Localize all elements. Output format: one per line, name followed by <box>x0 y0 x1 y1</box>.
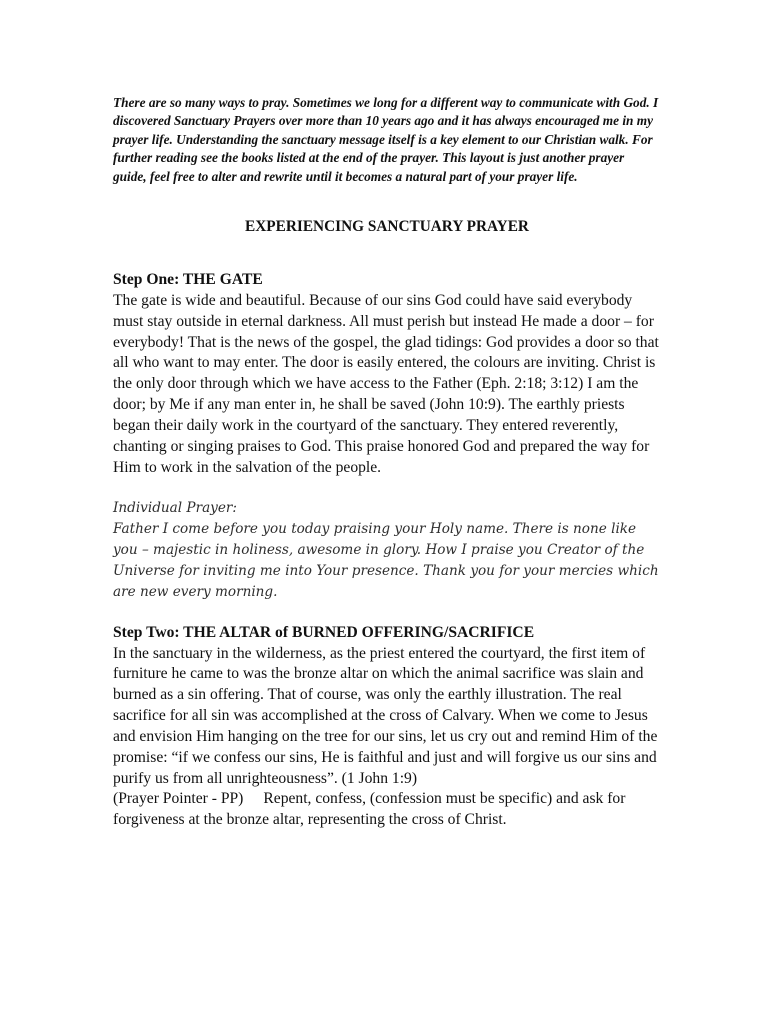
prayer-pointer-label: (Prayer Pointer - PP) <box>113 790 244 808</box>
individual-prayer <box>113 498 661 602</box>
step-two-body: In the sanctuary in the wilderness, as the priest entered the courtyard, the first item of furniture he came to was the bronze altar on which the animal sacrifice was slain and burned as a sin offering. That of course, was only the earthly illustration. The real sacrifice for all sin was accomplished at the cross of Calvary. When we come to Jesus and envision Him hanging on the tree for our sins, let us cry out and remind Him of the promise: “if we confess our sins, He is faithful and just and will forgive us our sins and purify us from all unrighteousness”. (1 John 1:9) <box>113 644 658 787</box>
intro-paragraph: There are so many ways to pray. Sometimes we long for a different way to communicate with God. I discovered Sanctuary Prayers over more than 10 years ago and it has always encouraged me in my prayer life. Understanding the sanctuary message itself is a key element to our Christian walk. For further reading see the books listed at the end of the prayer. This layout is just another prayer guide, feel free to alter and rewrite until it becomes a natural part of your prayer life. <box>113 95 659 184</box>
step-one-section <box>113 270 661 478</box>
step-one-heading: Step One: THE GATE <box>113 271 263 289</box>
individual-prayer-text: Father I come before you today praising your Holy name. There is none like you – majestic in holiness, awesome in glory. How I praise you Creator of the Universe for inviting me into Your presence. Thank you for your mercies which are new every morning. <box>113 521 659 600</box>
step-one-body: The gate is wide and beautiful. Because of our sins God could have said everybody must stay outside in eternal darkness. All must perish but instead He made a door – for everybody! That is the news of the gospel, the glad tidings: God provides a door so that all who want to may enter. The door is easily entered, the colours are inviting. Christ is the only door through which we have access to the Father (Eph. 2:18; 3:12) I am the door; by Me if any man enter in, he shall be saved (John 10:9). The earthly priests began their daily work in the courtyard of the sanctuary. They entered reverently, chanting or singing praises to God. This praise honored God and prepared the way for Him to work in the salvation of the people. <box>113 291 659 476</box>
step-two-section <box>113 623 661 831</box>
prayer-pointer-text: Repent, confess, (confession must be specific) and ask for forgiveness at the bronze altar, representing the cross of Christ. <box>113 790 626 829</box>
document-title: EXPERIENCING SANCTUARY PRAYER <box>245 218 529 236</box>
document-page <box>113 94 661 831</box>
step-two-heading: Step Two: THE ALTAR of BURNED OFFERING/SACRIFICE <box>113 623 535 641</box>
individual-prayer-label: Individual Prayer: <box>113 500 237 517</box>
